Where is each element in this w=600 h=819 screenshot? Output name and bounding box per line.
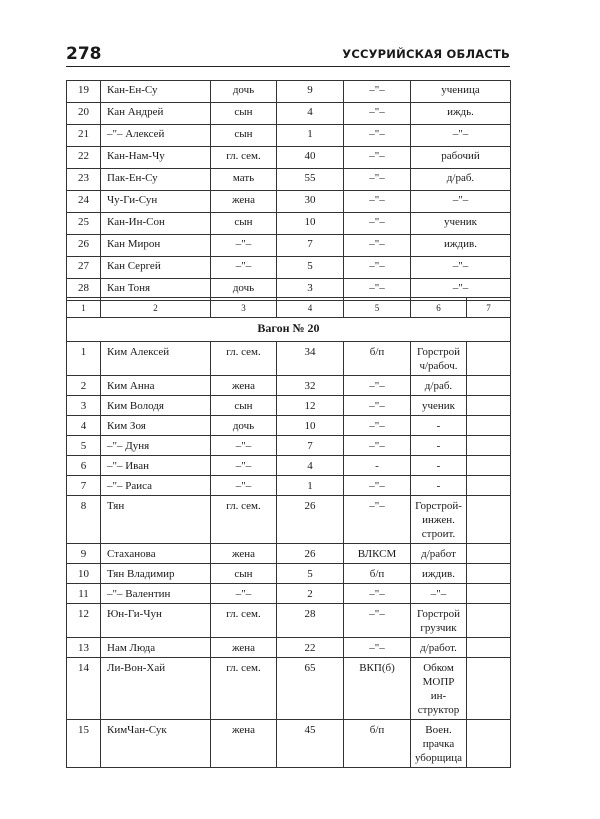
row-number-cell: 2 [67, 376, 101, 396]
party-cell: –"– [344, 376, 411, 396]
column-number-cell: 6 [411, 298, 467, 318]
party-cell: –"– [344, 496, 411, 544]
row-number-cell: 20 [67, 103, 101, 125]
party-cell: –"– [344, 191, 411, 213]
table-row [67, 235, 511, 257]
relation-cell: дочь [211, 279, 277, 301]
age-cell: 10 [277, 213, 344, 235]
name-cell: Ли-Вон-Хай [101, 658, 211, 720]
occupation-cell: –"– [411, 125, 511, 147]
party-cell: –"– [344, 279, 411, 301]
name-cell: Ким Алексей [101, 342, 211, 376]
age-cell: 28 [277, 604, 344, 638]
occupation-cell: ученик [411, 213, 511, 235]
table-row [67, 342, 511, 376]
notes-cell [467, 376, 511, 396]
row-number-cell: 6 [67, 456, 101, 476]
notes-cell [467, 496, 511, 544]
relation-cell: сын [211, 396, 277, 416]
party-cell: –"– [344, 436, 411, 456]
age-cell: 10 [277, 416, 344, 436]
name-cell: Кан-Ин-Сон [101, 213, 211, 235]
occupation-cell: Обком МОПР ин- структор [411, 658, 467, 720]
table-row [67, 638, 511, 658]
wagon-title: Вагон № 20 [67, 318, 511, 342]
party-cell: - [344, 456, 411, 476]
party-cell: ВЛКСМ [344, 544, 411, 564]
row-number-cell: 10 [67, 564, 101, 584]
table-row [67, 396, 511, 416]
age-cell: 3 [277, 279, 344, 301]
age-cell: 45 [277, 720, 344, 768]
name-cell: Кан Сергей [101, 257, 211, 279]
relation-cell: гл. сем. [211, 342, 277, 376]
page-number: 278 [66, 44, 102, 64]
name-cell: –"– Раиса [101, 476, 211, 496]
age-cell: 65 [277, 658, 344, 720]
occupation-cell: ученик [411, 396, 467, 416]
table-top [66, 80, 511, 301]
party-cell: –"– [344, 147, 411, 169]
row-number-cell: 3 [67, 396, 101, 416]
party-cell: –"– [344, 584, 411, 604]
relation-cell: мать [211, 169, 277, 191]
row-number-cell: 14 [67, 658, 101, 720]
notes-cell [467, 396, 511, 416]
age-cell: 32 [277, 376, 344, 396]
occupation-cell: иждив. [411, 235, 511, 257]
relation-cell: дочь [211, 416, 277, 436]
table-row [67, 257, 511, 279]
age-cell: 7 [277, 436, 344, 456]
party-cell: –"– [344, 81, 411, 103]
relation-cell: сын [211, 213, 277, 235]
name-cell: Кан-Нам-Чу [101, 147, 211, 169]
table-row [67, 658, 511, 720]
relation-cell: гл. сем. [211, 496, 277, 544]
occupation-cell: рабочий [411, 147, 511, 169]
table-row [67, 604, 511, 638]
row-number-cell: 7 [67, 476, 101, 496]
table-row [67, 213, 511, 235]
relation-cell: –"– [211, 436, 277, 456]
column-number-cell: 2 [101, 298, 211, 318]
column-number-row [67, 298, 511, 318]
occupation-cell: Горстрой ч/рабоч. [411, 342, 467, 376]
occupation-cell: иждив. [411, 564, 467, 584]
party-cell: б/п [344, 342, 411, 376]
table-top-body [67, 81, 511, 301]
row-number-cell: 1 [67, 342, 101, 376]
name-cell: Ким Анна [101, 376, 211, 396]
name-cell: Юн-Ги-Чун [101, 604, 211, 638]
row-number-cell: 12 [67, 604, 101, 638]
table-row [67, 125, 511, 147]
column-number-cell: 4 [277, 298, 344, 318]
occupation-cell: д/работ [411, 544, 467, 564]
age-cell: 26 [277, 496, 344, 544]
table-row [67, 456, 511, 476]
relation-cell: жена [211, 638, 277, 658]
relation-cell: сын [211, 564, 277, 584]
name-cell: Кан Мирон [101, 235, 211, 257]
row-number-cell: 11 [67, 584, 101, 604]
name-cell: Кан Тоня [101, 279, 211, 301]
party-cell: –"– [344, 125, 411, 147]
occupation-cell: –"– [411, 584, 467, 604]
relation-cell: жена [211, 191, 277, 213]
occupation-cell: иждь. [411, 103, 511, 125]
relation-cell: дочь [211, 81, 277, 103]
row-number-cell: 8 [67, 496, 101, 544]
relation-cell: жена [211, 376, 277, 396]
relation-cell: гл. сем. [211, 147, 277, 169]
party-cell: –"– [344, 638, 411, 658]
name-cell: Чу-Ги-Сун [101, 191, 211, 213]
occupation-cell: д/работ. [411, 638, 467, 658]
row-number-cell: 27 [67, 257, 101, 279]
relation-cell: гл. сем. [211, 658, 277, 720]
notes-cell [467, 476, 511, 496]
occupation-cell: –"– [411, 279, 511, 301]
row-number-cell: 4 [67, 416, 101, 436]
relation-cell: жена [211, 544, 277, 564]
party-cell: –"– [344, 103, 411, 125]
age-cell: 12 [277, 396, 344, 416]
notes-cell [467, 436, 511, 456]
name-cell: Нам Люда [101, 638, 211, 658]
occupation-cell: д/раб. [411, 169, 511, 191]
occupation-cell: - [411, 476, 467, 496]
name-cell: –"– Алексей [101, 125, 211, 147]
name-cell: Ким Володя [101, 396, 211, 416]
name-cell: –"– Валентин [101, 584, 211, 604]
party-cell: –"– [344, 235, 411, 257]
row-number-cell: 23 [67, 169, 101, 191]
occupation-cell: Горстрой грузчик [411, 604, 467, 638]
table-row [67, 376, 511, 396]
party-cell: –"– [344, 416, 411, 436]
row-number-cell: 28 [67, 279, 101, 301]
table-row [67, 564, 511, 584]
name-cell: КимЧан-Сук [101, 720, 211, 768]
table-row [67, 416, 511, 436]
occupation-cell: Воен. прачка уборщица [411, 720, 467, 768]
name-cell: Ким Зоя [101, 416, 211, 436]
running-title: УССУРИЙСКАЯ ОБЛАСТЬ [342, 47, 510, 61]
notes-cell [467, 544, 511, 564]
name-cell: –"– Иван [101, 456, 211, 476]
row-number-cell: 21 [67, 125, 101, 147]
relation-cell: –"– [211, 257, 277, 279]
column-number-cell: 7 [467, 298, 511, 318]
row-number-cell: 19 [67, 81, 101, 103]
notes-cell [467, 584, 511, 604]
table-row [67, 191, 511, 213]
name-cell: Тян Владимир [101, 564, 211, 584]
table-bottom-body [67, 298, 511, 768]
relation-cell: жена [211, 720, 277, 768]
column-number-cell: 1 [67, 298, 101, 318]
notes-cell [467, 604, 511, 638]
table-row [67, 544, 511, 564]
age-cell: 7 [277, 235, 344, 257]
table-row [67, 169, 511, 191]
name-cell: –"– Дуня [101, 436, 211, 456]
relation-cell: гл. сем. [211, 604, 277, 638]
occupation-cell: - [411, 416, 467, 436]
age-cell: 30 [277, 191, 344, 213]
party-cell: –"– [344, 604, 411, 638]
party-cell: –"– [344, 476, 411, 496]
row-number-cell: 24 [67, 191, 101, 213]
relation-cell: –"– [211, 235, 277, 257]
table-row [67, 81, 511, 103]
occupation-cell: д/раб. [411, 376, 467, 396]
party-cell: ВКП(б) [344, 658, 411, 720]
party-cell: –"– [344, 213, 411, 235]
table-row [67, 147, 511, 169]
notes-cell [467, 720, 511, 768]
column-number-cell: 5 [344, 298, 411, 318]
row-number-cell: 25 [67, 213, 101, 235]
notes-cell [467, 456, 511, 476]
table-row [67, 103, 511, 125]
age-cell: 1 [277, 476, 344, 496]
table-row [67, 436, 511, 456]
occupation-cell: –"– [411, 257, 511, 279]
relation-cell: –"– [211, 456, 277, 476]
party-cell: –"– [344, 169, 411, 191]
name-cell: Тян [101, 496, 211, 544]
name-cell: Кан-Ен-Су [101, 81, 211, 103]
relation-cell: сын [211, 125, 277, 147]
name-cell: Кан Андрей [101, 103, 211, 125]
occupation-cell: Горстрой- инжен. строит. [411, 496, 467, 544]
age-cell: 40 [277, 147, 344, 169]
age-cell: 4 [277, 103, 344, 125]
table-row [67, 476, 511, 496]
occupation-cell: ученица [411, 81, 511, 103]
age-cell: 2 [277, 584, 344, 604]
age-cell: 1 [277, 125, 344, 147]
row-number-cell: 5 [67, 436, 101, 456]
row-number-cell: 15 [67, 720, 101, 768]
page-header [66, 44, 510, 67]
name-cell: Стаханова [101, 544, 211, 564]
relation-cell: –"– [211, 584, 277, 604]
table-bottom [66, 297, 511, 768]
age-cell: 55 [277, 169, 344, 191]
age-cell: 4 [277, 456, 344, 476]
table-row [67, 584, 511, 604]
age-cell: 5 [277, 257, 344, 279]
notes-cell [467, 342, 511, 376]
notes-cell [467, 638, 511, 658]
wagon-row [67, 318, 511, 342]
age-cell: 22 [277, 638, 344, 658]
age-cell: 5 [277, 564, 344, 584]
occupation-cell: - [411, 456, 467, 476]
occupation-cell: - [411, 436, 467, 456]
table-row [67, 496, 511, 544]
age-cell: 34 [277, 342, 344, 376]
party-cell: –"– [344, 396, 411, 416]
notes-cell [467, 416, 511, 436]
party-cell: –"– [344, 257, 411, 279]
relation-cell: –"– [211, 476, 277, 496]
party-cell: б/п [344, 720, 411, 768]
notes-cell [467, 658, 511, 720]
column-number-cell: 3 [211, 298, 277, 318]
row-number-cell: 9 [67, 544, 101, 564]
age-cell: 26 [277, 544, 344, 564]
notes-cell [467, 564, 511, 584]
table-row [67, 720, 511, 768]
row-number-cell: 26 [67, 235, 101, 257]
relation-cell: сын [211, 103, 277, 125]
age-cell: 9 [277, 81, 344, 103]
occupation-cell: –"– [411, 191, 511, 213]
row-number-cell: 22 [67, 147, 101, 169]
name-cell: Пак-Ен-Су [101, 169, 211, 191]
party-cell: б/п [344, 564, 411, 584]
row-number-cell: 13 [67, 638, 101, 658]
